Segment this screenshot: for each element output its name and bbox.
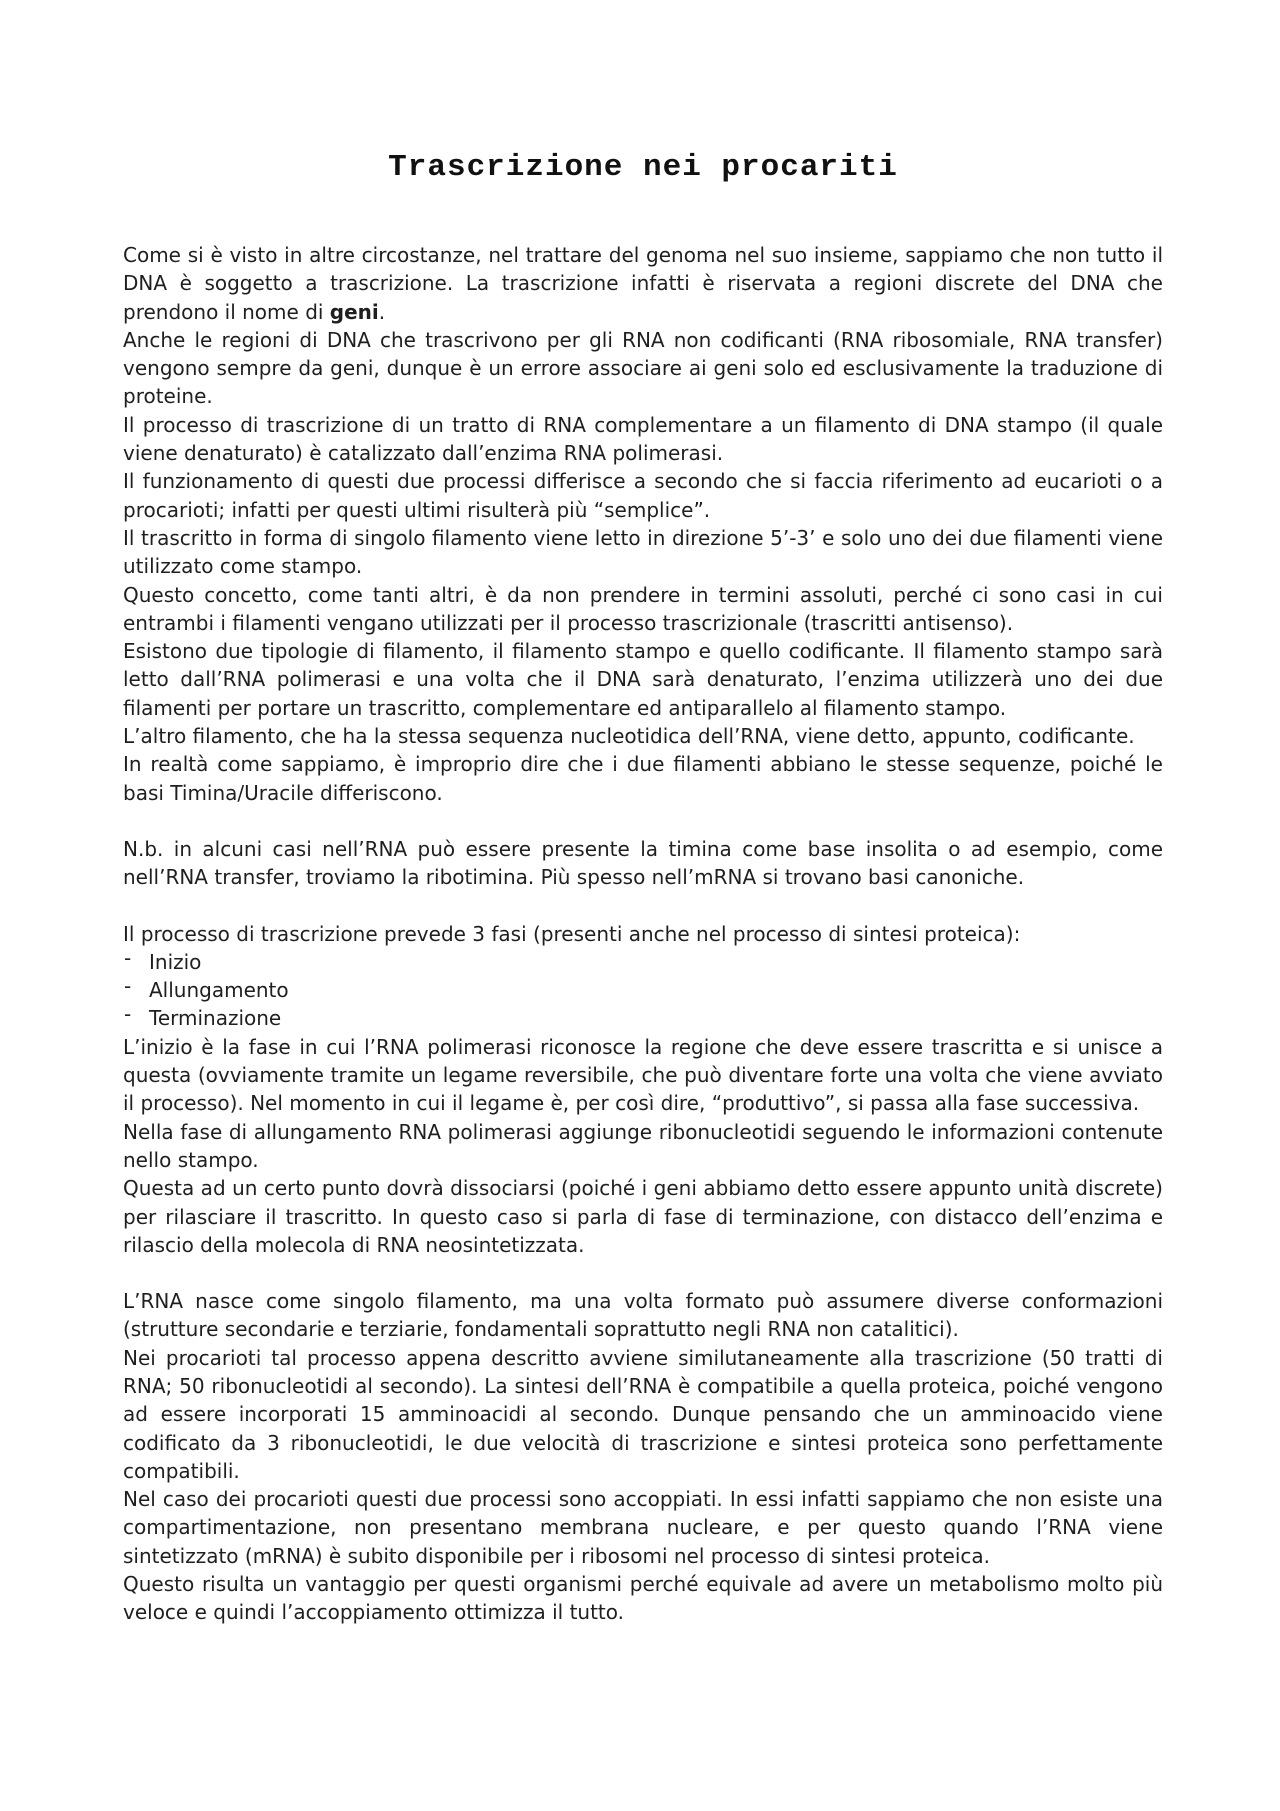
paragraph-gap	[123, 892, 1163, 920]
list-item: - Terminazione	[123, 1004, 1163, 1032]
paragraph: Il processo di trascrizione di un tratto di RNA complementare a un filamento di DNA stampo (il quale viene denaturato) è catalizzato dall’enzima RNA polimerasi.	[123, 412, 1163, 466]
document-body	[123, 241, 1163, 1627]
paragraph-text: .	[378, 299, 386, 324]
paragraph: Il funzionamento di questi due processi differisce a secondo che si faccia riferimento ad eucarioti o a procarioti; infatti per questi ultimi risulterà più “semplice”.	[123, 469, 1163, 522]
paragraph: Questo concetto, come tanti altri, è da non prendere in termini assoluti, perché ci sono casi in cui entrambi i filamenti vengano utilizzati per il processo trascrizionale (trascritti antisenso).	[123, 582, 1163, 635]
bold-term: geni	[329, 299, 379, 324]
paragraph: Nella fase di allungamento RNA polimerasi aggiunge ribonucleotidi seguendo le informazioni contenute nello stampo.	[123, 1119, 1163, 1172]
page-title: Trascrizione nei procariti	[388, 150, 898, 185]
list-item: - Inizio	[123, 948, 1163, 976]
paragraph-text: Come si è visto in altre circostanze, nel trattare del genoma nel suo insieme, sappiamo che non tutto il DNA è soggetto a trascrizione. La trascrizione infatti è riservata a regioni discrete del DNA che prendono il nome di	[123, 243, 1163, 324]
section-rna-structure	[123, 1287, 1163, 1627]
paragraph: L’altro filamento, che ha la stessa sequenza nucleotidica dell’RNA, viene detto, appunto, codificante.	[123, 724, 1135, 749]
phase-list	[123, 948, 1163, 1033]
paragraph: Questa ad un certo punto dovrà dissociarsi (poiché i geni abbiamo detto essere appunto unità discrete) per rilasciare il trascritto. In questo caso si parla di fase di terminazione, con distacco dell’enzima e rilascio della molecola di RNA neosintetizzata.	[123, 1176, 1163, 1257]
paragraph: Esistono due tipologie di filamento, il filamento stampo e quello codificante. Il filamento stampo sarà letto dall’RNA polimerasi e una volta che il DNA sarà denaturato, l’enzima utilizzerà uno dei due filamenti per portare un trascritto, complementare ed antiparallelo al filamento stampo.	[123, 639, 1163, 720]
paragraph-gap	[123, 1259, 1163, 1287]
paragraph: Nei procarioti tal processo appena descritto avviene similutaneamente alla trascrizione (50 tratti di RNA; 50 ribonucleotidi al secondo). La sintesi dell’RNA è compatibile a quella proteica, poiché vengono ad essere incorporati 15 amminoacidi al secondo. Dunque pensando che un amminoacido viene codificato da 3 ribonucleotidi, le due velocità di trascrizione e sintesi proteica sono perfettamente compatibili.	[123, 1345, 1163, 1483]
paragraph: Il trascritto in forma di singolo filamento viene letto in direzione 5’-3’ e solo uno dei due filamenti viene utilizzato come stampo.	[123, 525, 1163, 579]
paragraph: Questo risulta un vantaggio per questi organismi perché equivale ad avere un metabolismo molto più veloce e quindi l’accoppiamento ottimizza il tutto.	[123, 1572, 1163, 1625]
paragraph: L’RNA nasce come singolo filamento, ma una volta formato può assumere diverse conformazioni (strutture secondarie e terziarie, fondamentali soprattutto negli RNA non catalitici).	[123, 1289, 1163, 1342]
paragraph	[123, 241, 1163, 326]
document-page	[123, 150, 1163, 1627]
note-paragraph: N.b. in alcuni casi nell’RNA può essere presente la timina come base insolita o ad esempio, come nell’RNA transfer, troviamo la ribotimina. Più spesso nell’mRNA si trovano basi canoniche.	[123, 836, 1163, 890]
section-phases	[123, 920, 1163, 1260]
paragraph: Anche le regioni di DNA che trascrivono per gli RNA non codificanti (RNA ribosomiale, RNA transfer) vengono sempre da geni, dunque è un errore associare ai geni solo ed esclusivamente la traduzione di proteine.	[123, 327, 1163, 409]
paragraph: Il processo di trascrizione prevede 3 fasi (presenti anche nel processo di sintesi proteica):	[123, 921, 1021, 946]
section-introduction	[123, 241, 1163, 807]
paragraph-gap	[123, 807, 1163, 835]
paragraph: Nel caso dei procarioti questi due processi sono accoppiati. In essi infatti sappiamo che non esiste una compartimentazione, non presentano membrana nucleare, e per questo quando l’RNA viene sintetizzato (mRNA) è subito disponibile per i ribosomi nel processo di sintesi proteica.	[123, 1487, 1163, 1568]
paragraph: L’inizio è la fase in cui l’RNA polimerasi riconosce la regione che deve essere trascritta e si unisce a questa (ovviamente tramite un legame reversibile, che può diventare forte una volta che viene avviato il processo). Nel momento in cui il legame è, per così dire, “produttivo”, si passa alla fase successiva.	[123, 1034, 1163, 1116]
list-item: - Allungamento	[123, 976, 1163, 1004]
paragraph: In realtà come sappiamo, è improprio dire che i due filamenti abbiano le stesse sequenze, poiché le basi Timina/Uracile differiscono.	[123, 752, 1163, 805]
